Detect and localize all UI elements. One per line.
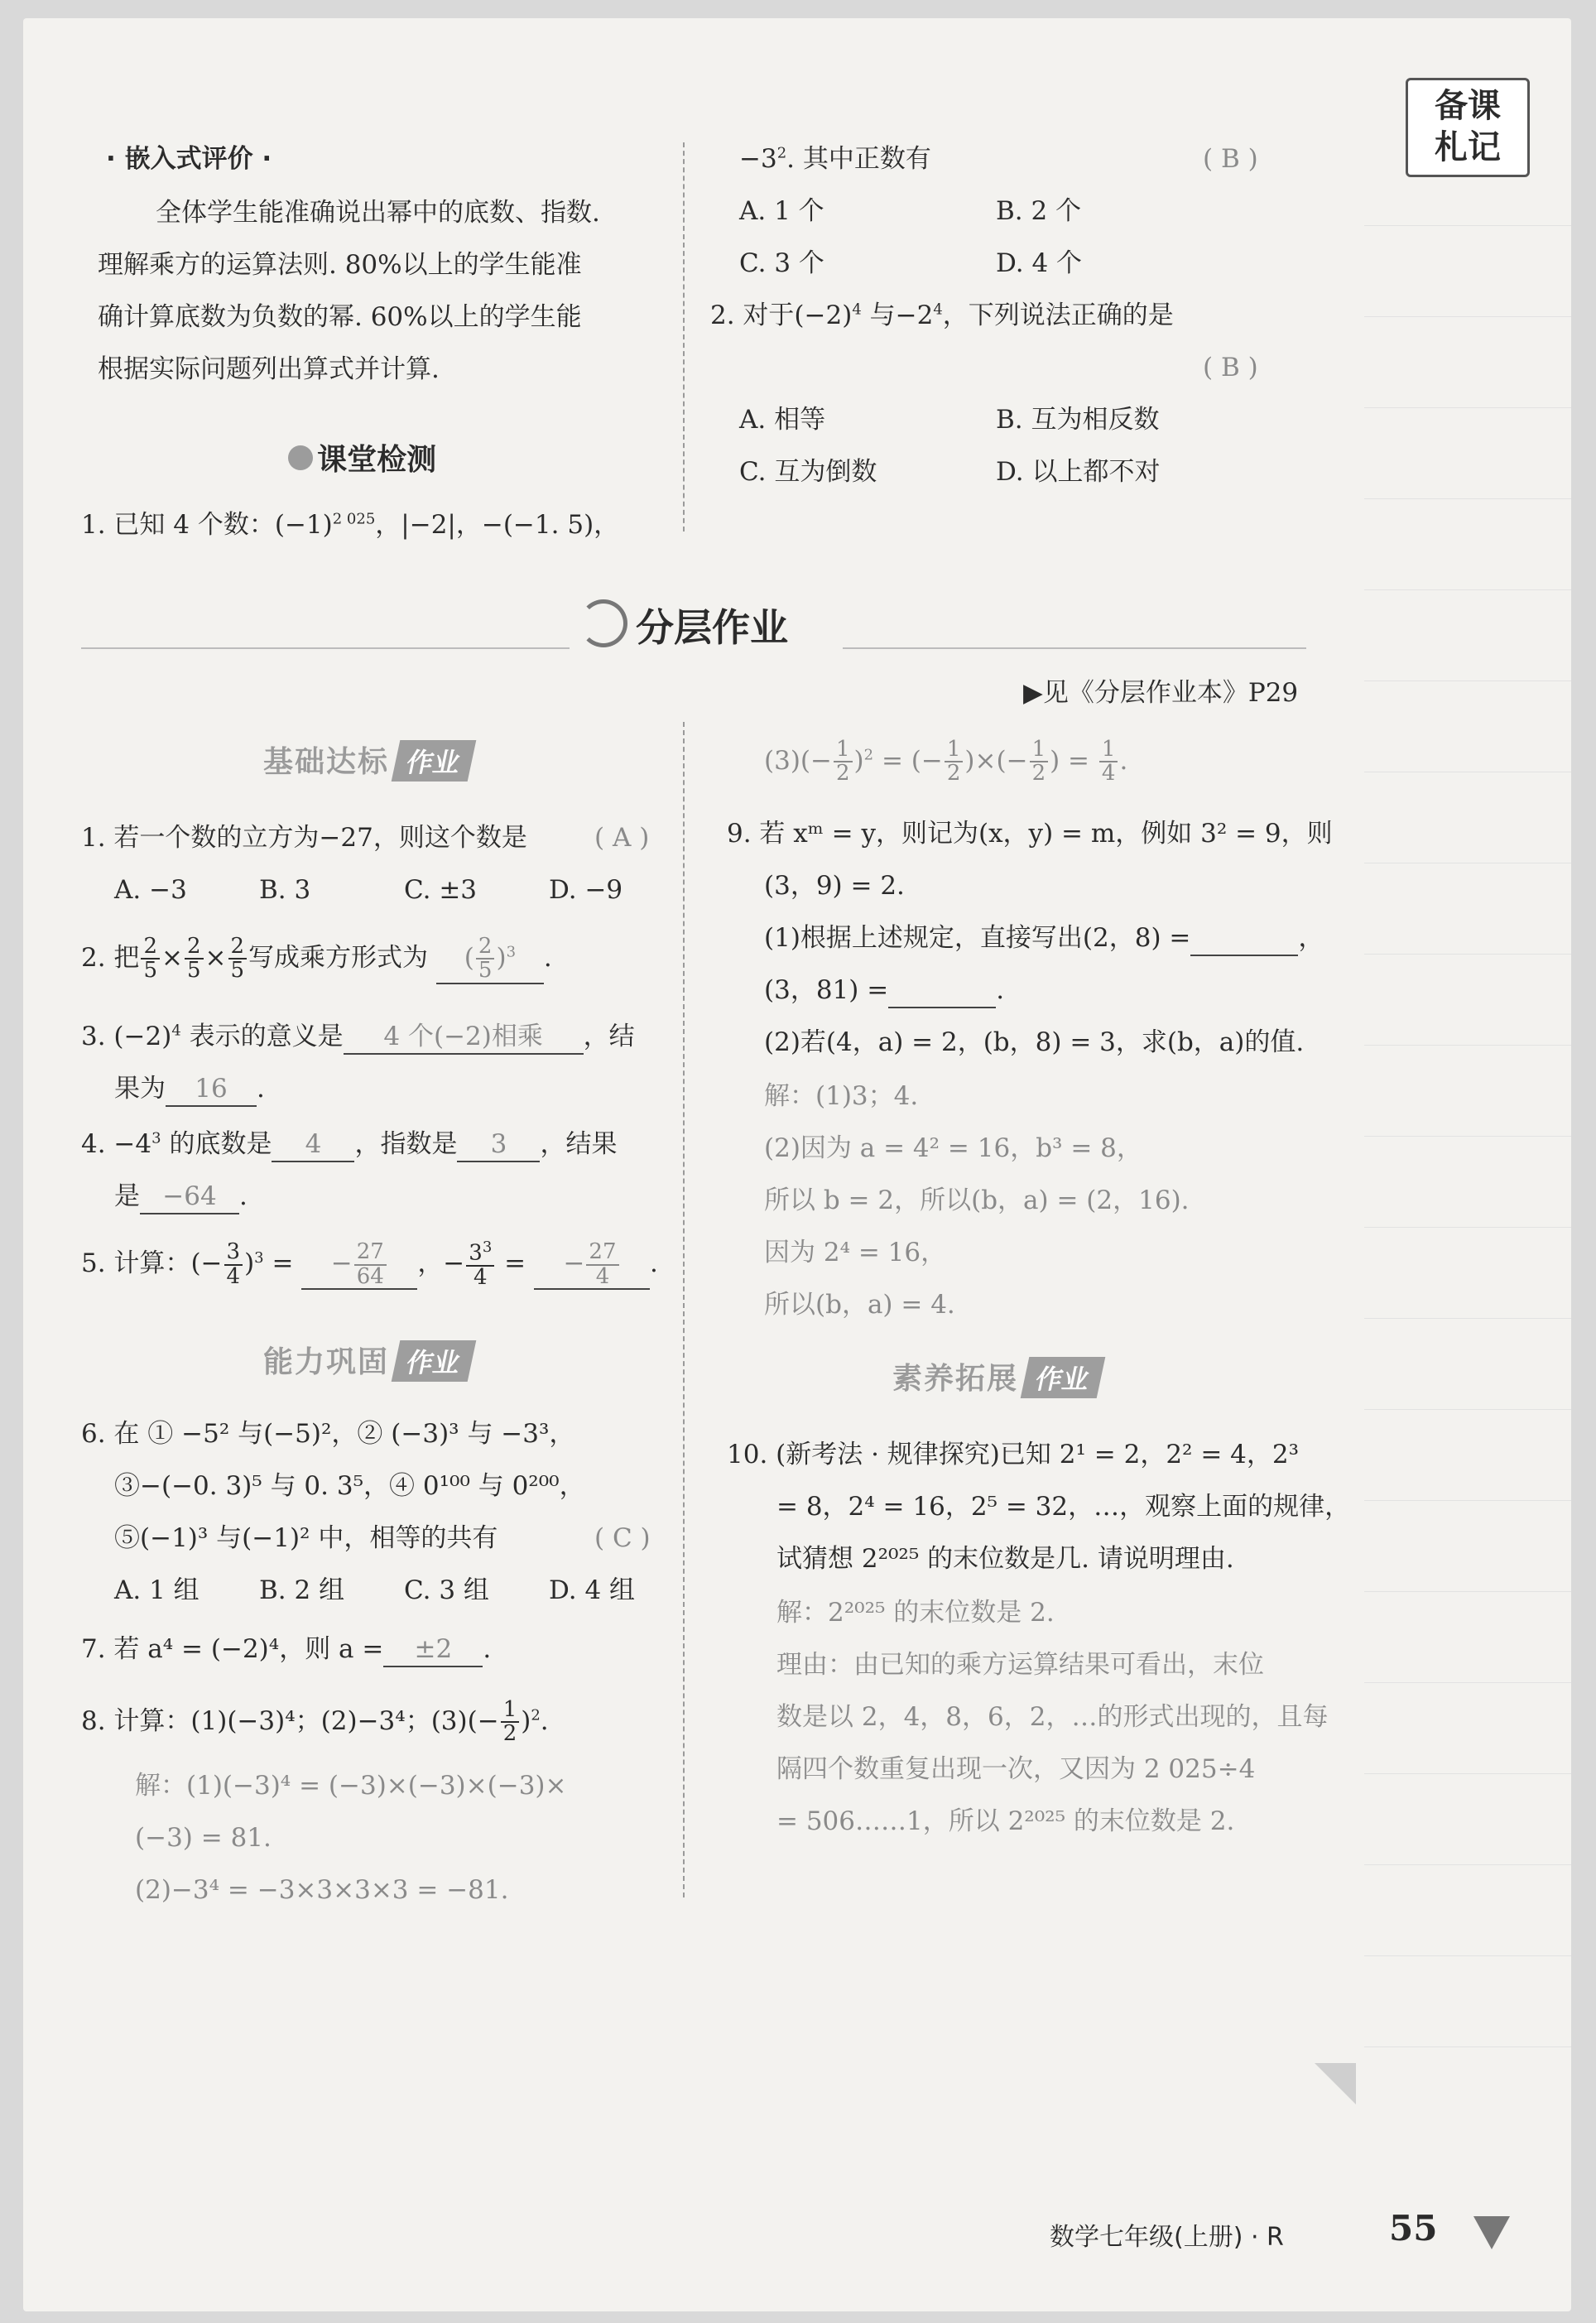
option: C. 3 个 bbox=[739, 248, 824, 278]
q9-line4: (3，81) = . bbox=[764, 974, 1004, 1008]
basic-q4-cont: 是 −64 . bbox=[114, 1180, 248, 1214]
ability-q6-line1: 6. 在 ① −5² 与(−5)²，② (−3)³ 与 −3³， bbox=[81, 1419, 575, 1449]
basic-title: 基础达标 作业 bbox=[263, 738, 472, 782]
eval-line: 确计算底数为负数的幂. 60%以上的学生能 bbox=[98, 302, 582, 332]
eval-line: 根据实际问题列出算式并计算. bbox=[98, 354, 440, 384]
q10-solution: 解：2²⁰²⁵ 的末位数是 2. bbox=[776, 1598, 1055, 1628]
option: A. 1 个 bbox=[739, 196, 824, 226]
classroom-q1-line1: 1. 已知 4 个数：$(-1)^{2 025}$，|−2|，−(−1. 5)， bbox=[81, 510, 620, 540]
q9-solution: (2)因为 a = 4² = 16，b³ = 8， bbox=[764, 1133, 1142, 1163]
option: D. 4 组 bbox=[549, 1575, 636, 1605]
page-flip-icon bbox=[1473, 2216, 1510, 2249]
eval-heading: · 嵌入式评价 · bbox=[106, 144, 272, 174]
q10-solution: 隔四个数重复出现一次，又因为 2 025÷4 bbox=[776, 1754, 1256, 1784]
classroom-check-title: 课堂检测 bbox=[288, 436, 436, 479]
footer-page-number: 55 bbox=[1389, 2208, 1438, 2248]
basic-q3: 3. $(-2)^4$ 表示的意义是 4 个(−2)相乘 ，结 bbox=[81, 1020, 635, 1055]
option: A. 相等 bbox=[739, 405, 826, 435]
q10-line2: = 8，2⁴ = 16，2⁵ = 32，…，观察上面的规律， bbox=[776, 1492, 1351, 1522]
q9-line3: (1)根据上述规定，直接写出(2，8) = ， bbox=[764, 921, 1324, 956]
basic-q3-cont: 果为 16 . bbox=[114, 1072, 265, 1107]
ability-q7: 7. 若 a⁴ = (−2)⁴，则 a = ±2 . bbox=[81, 1633, 491, 1667]
ability-q8-solution: (2)−3⁴ = −3×3×3×3 = −81. bbox=[135, 1875, 509, 1905]
basic-q1: 1. 若一个数的立方为−27，则这个数是 bbox=[81, 823, 527, 853]
option: B. 2 组 bbox=[259, 1575, 345, 1605]
q10-solution: 数是以 2，4，8，6，2，…的形式出现的，且每 bbox=[776, 1702, 1329, 1732]
section-ref: ▶见《分层作业本》P29 bbox=[1023, 678, 1299, 708]
q8-part3-solution: (3)(− $\frac{1}{2}$ )$^2$ = (− $\frac{1}{2}$ )×(− $\frac{1}{2}$ ) = $\frac{1}{4}$ . bbox=[764, 737, 1128, 786]
eval-line: 全体学生能准确说出幂中的底数、指数. bbox=[156, 198, 600, 228]
ability-q8-solution: 解：(1)(−3)⁴ = (−3)×(−3)×(−3)× bbox=[135, 1771, 567, 1801]
extend-title: 素养拓展 作业 bbox=[892, 1355, 1101, 1398]
basic-q5: 5. 计算：(− $\frac{3}{4}$ )$^3$ = − $\frac{27}{64}$ ，− $\frac{3^3}{4}$ = − $\frac{27}{4}$ . bbox=[81, 1238, 658, 1290]
option: D. 以上都不对 bbox=[996, 457, 1161, 487]
classroom-q1-answer: ( B ) bbox=[1203, 144, 1258, 174]
ability-q8: 8. 计算：(1)(−3)⁴；(2)−3⁴；(3)(− $\frac{1}{2}$ )$^2$. bbox=[81, 1697, 549, 1747]
classroom-icon bbox=[288, 445, 313, 470]
ability-q6-line3: ⑤(−1)³ 与(−1)² 中，相等的共有 bbox=[114, 1523, 498, 1553]
option: D. 4 个 bbox=[996, 248, 1083, 278]
notes-stamp bbox=[1406, 78, 1530, 177]
classroom-q2: 2. 对于$(-2)^4$ 与$-2^4$，下列说法正确的是 bbox=[710, 301, 1174, 330]
footer-book: 数学七年级(上册) · R bbox=[1050, 2223, 1284, 2252]
q10-line3: 试猜想 2²⁰²⁵ 的末位数是几. 请说明理由. bbox=[776, 1544, 1234, 1574]
option: C. ±3 bbox=[404, 875, 478, 905]
ability-q6-answer: ( C ) bbox=[594, 1523, 651, 1553]
option: D. −9 bbox=[549, 875, 623, 905]
section-icon bbox=[579, 599, 627, 647]
option: C. 互为倒数 bbox=[739, 457, 877, 487]
basic-q4: 4. $-4^3$ 的底数是 4 ，指数是 3 ，结果 bbox=[81, 1128, 617, 1162]
q9-line2: (3，9) = 2. bbox=[764, 871, 905, 901]
q10-solution: = 506……1，所以 2²⁰²⁵ 的末位数是 2. bbox=[776, 1806, 1235, 1836]
option: B. 3 bbox=[259, 875, 311, 905]
ability-title: 能力巩固 作业 bbox=[263, 1339, 472, 1382]
ability-q6-line2: ③−(−0. 3)⁵ 与 0. 3⁵，④ 0¹⁰⁰ 与 0²⁰⁰， bbox=[114, 1471, 585, 1501]
textbook-page bbox=[23, 18, 1571, 2311]
classroom-q2-answer: ( B ) bbox=[1203, 353, 1258, 382]
ability-q8-solution: (−3) = 81. bbox=[135, 1823, 272, 1853]
option: A. −3 bbox=[114, 875, 187, 905]
stamp-line2: 札记 bbox=[1435, 128, 1501, 166]
q9-line1: 9. 若 xᵐ = y，则记为(x，y) = m，例如 3² = 9，则 bbox=[727, 819, 1333, 849]
q9-solution: 解：(1)3；4. bbox=[764, 1081, 919, 1111]
section-title: 分层作业 bbox=[636, 605, 788, 650]
stamp-line1: 备课 bbox=[1435, 87, 1501, 125]
q10-solution: 理由：由已知的乘方运算结果可看出，末位 bbox=[776, 1650, 1264, 1680]
corner-arrow-icon bbox=[1315, 2063, 1356, 2104]
basic-q1-answer: ( A ) bbox=[594, 823, 650, 853]
q10-line1: 10. (新考法 · 规律探究)已知 2¹ = 2，2² = 4，2³ bbox=[727, 1440, 1300, 1469]
option: C. 3 组 bbox=[404, 1575, 489, 1605]
option: B. 互为相反数 bbox=[996, 405, 1160, 435]
eval-line: 理解乘方的运算法则. 80%以上的学生能准 bbox=[98, 250, 582, 280]
q9-line5: (2)若(4，a) = 2，(b，8) = 3，求(b，a)的值. bbox=[764, 1027, 1305, 1057]
q9-solution: 所以 b = 2，所以(b，a) = (2，16). bbox=[764, 1186, 1190, 1215]
option: A. 1 组 bbox=[114, 1575, 200, 1605]
q9-solution: 因为 2⁴ = 16， bbox=[764, 1238, 947, 1267]
classroom-q1-line2: $-3^2$. 其中正数有 bbox=[739, 144, 931, 174]
basic-q2: 2. 把 $\frac{2}{5}$ × $\frac{2}{5}$ × $\frac{2}{5}$ 写成乘方形式为 ( $\frac{2}{5}$ )$^3$ . bbox=[81, 934, 552, 984]
option: B. 2 个 bbox=[996, 196, 1082, 226]
q9-solution: 所以(b，a) = 4. bbox=[764, 1290, 955, 1320]
